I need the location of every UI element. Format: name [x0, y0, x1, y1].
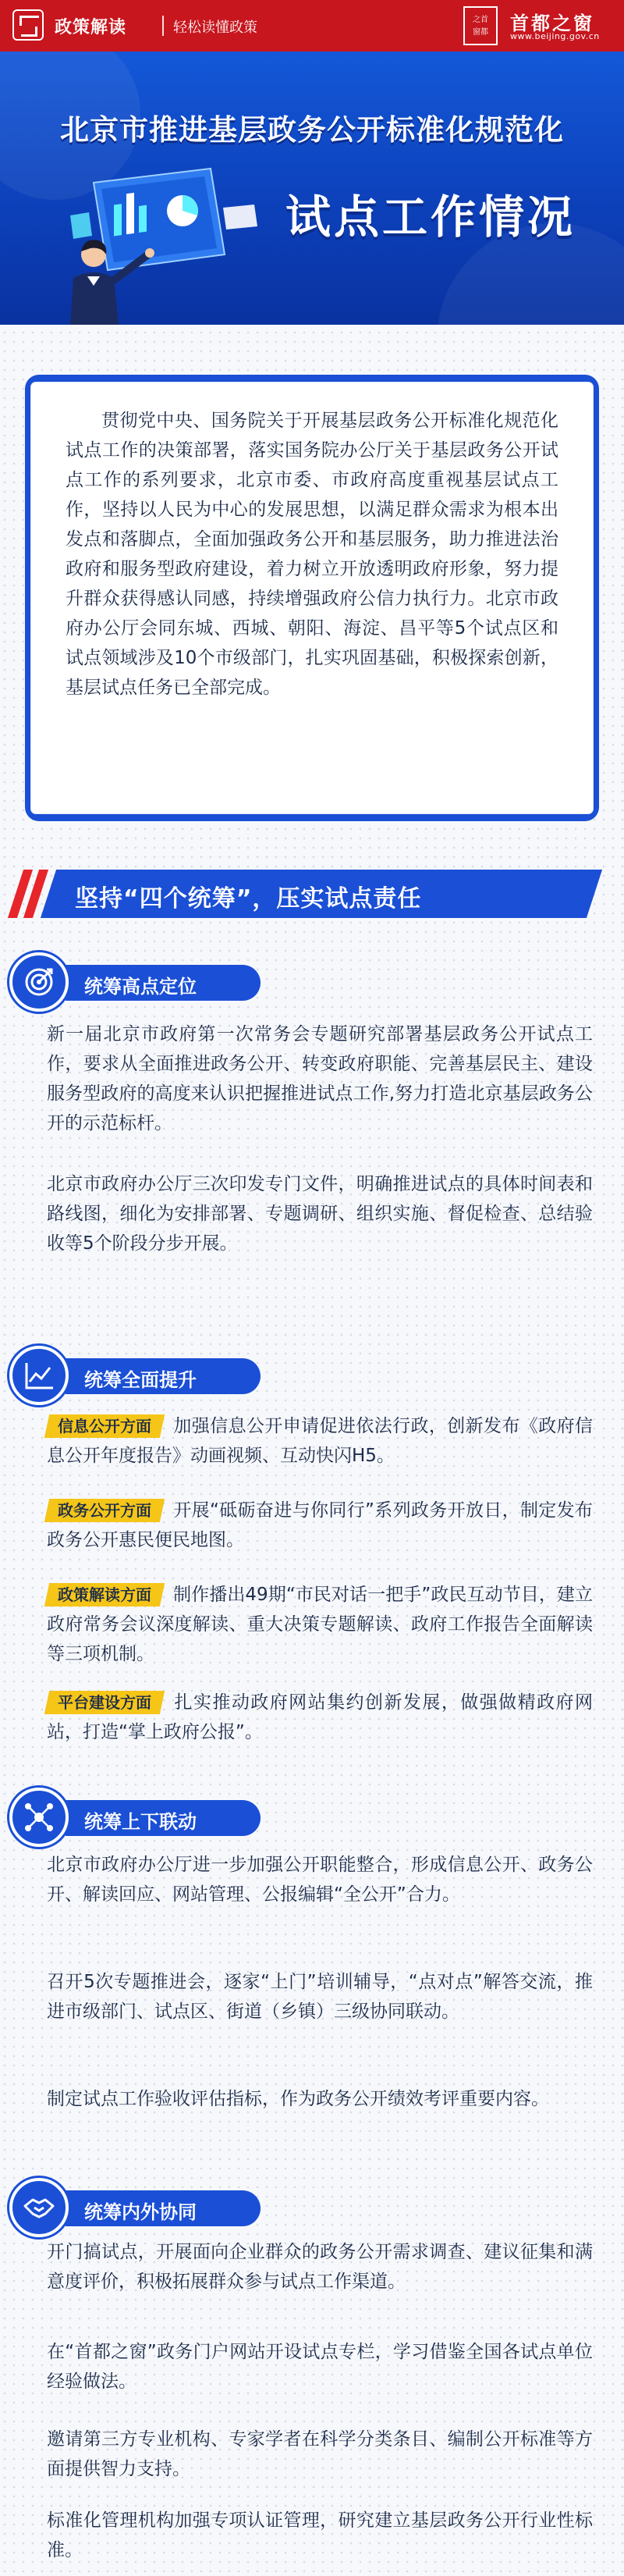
page-title: 北京市推进基层政务公开标准化规范化: [60, 113, 564, 147]
item-text: 制作播出49期“市民对话一把手”政民互动节目，建立政府常务会议深度解读、重大决策专题解读、政府工作报告全面解读等三项机制。: [47, 1585, 593, 1664]
list-item: [47, 1496, 593, 1555]
paragraph: 邀请第三方专业机构、专家学者在科学分类条目、编制公开标准等方面提供智力支持。: [47, 2429, 593, 2479]
divider: [162, 16, 164, 36]
item-text: 加强信息公开申请促进依法行政，创新发布《政府信息公开年度报告》动画视频、互动快闪H5。: [47, 1416, 593, 1466]
section-banner: [16, 870, 608, 918]
paragraph: 召开5次专题推进会，逐家“上门”培训辅导，“点对点”解答交流，推进市级部门、试点区、街道（乡镇）三级协同联动。: [47, 1972, 593, 2022]
subsection-title: 统筹内外协同: [84, 2201, 197, 2223]
category-tag: 政务公开方面: [44, 1499, 165, 1522]
paragraph: 标准化管理机构加强专项认证管理，研究建立基层政务公开行业性标准。: [47, 2510, 593, 2560]
analyst-dashboard-illustration-icon: [39, 161, 273, 325]
capital-window-seal-icon: [463, 6, 498, 45]
header-banner: [0, 52, 624, 325]
list-item: [47, 1688, 593, 1747]
paragraph: 开门搞试点，开展面向企业群众的政务公开需求调查、建议征集和满意度评价，积极拓展群众参与试点工作渠道。: [47, 2242, 593, 2292]
category-tag: 信息公开方面: [44, 1414, 165, 1438]
category-tag: 平台建设方面: [44, 1691, 165, 1714]
intro-text: 贯彻党中央、国务院关于开展基层政务公开标准化规范化试点工作的决策部署，落实国务院办公厅关于基层政务公开试点工作的系列要求，北京市委、市政府高度重视基层试点工作，坚持以人民为中心的发展思想，以满足群众需求为根本出发点和落脚点，全面加强政务公开和基层服务，助力推进法治政府和服务型政府建设，着力树立开放透明政府形象，努力提升群众获得感认同感，持续增强政府公信力执行力。北京市政府办公厅会同东城、西城、朝阳、海淀、昌平等5个试点区和试点领域涉及10个市级部门，扎实巩固基础，积极探索创新，基层试点任务已全部完成。: [31, 382, 593, 813]
subsection-title: 统筹全面提升: [84, 1369, 197, 1391]
top-bar: [0, 0, 624, 52]
subsection-title: 统筹上下联动: [84, 1811, 197, 1833]
site-url: www.beijing.gov.cn: [510, 31, 600, 41]
trend-chart-icon: [9, 1346, 69, 1405]
seal-text-bottom: 窗都: [473, 28, 488, 37]
category-tag: 政策解读方面: [44, 1583, 165, 1606]
section-title: 坚持“四个统筹”，压实试点责任: [75, 885, 422, 913]
handshake-icon: [9, 2178, 69, 2237]
paragraph: 北京市政府办公厅三次印发专门文件，明确推进试点的具体时间表和路线图，细化为安排部署、专题调研、组织实施、督促检查、总结验收等5个阶段分步开展。: [47, 1174, 593, 1254]
target-icon: [9, 952, 69, 1012]
site-name: 首都之窗: [510, 12, 594, 34]
column-subtitle: 轻松读懂政策: [173, 20, 257, 36]
seal-text-top: 之首: [473, 16, 488, 24]
paragraph: 新一届北京市政府第一次常务会专题研究部署基层政务公开试点工作，要求从全面推进政务公开、转变政府职能、完善基层民主、建设服务型政府的高度来认识把握推进试点工作,努力打造北京基层政务公开的示范标杆。: [47, 1024, 593, 1133]
item-text: 扎实推动政府网站集约创新发展，做强做精政府网站，打造“掌上政府公报”。: [47, 1692, 593, 1742]
subsection-title: 统筹高点定位: [84, 976, 197, 998]
paragraph: 北京市政府办公厅进一步加强公开职能整合，形成信息公开、政务公开、解读回应、网站管理、公报编辑“全公开”合力。: [47, 1855, 593, 1905]
paragraph: 制定试点工作验收评估指标，作为政务公开绩效考评重要内容。: [47, 2089, 549, 2109]
network-icon: [9, 1788, 69, 1847]
list-item: [47, 1411, 593, 1471]
policy-logo-icon: [12, 9, 44, 41]
item-text: 开展“砥砺奋进与你同行”系列政务开放日，制定发布政务公开惠民便民地图。: [47, 1500, 593, 1550]
list-item: [47, 1580, 593, 1669]
column-title: 政策解读: [55, 18, 127, 37]
paragraph: 在“首都之窗”政务门户网站开设试点专栏，学习借鉴全国各试点单位经验做法。: [47, 2342, 593, 2392]
page-title-highlight: 试点工作情况: [285, 190, 576, 244]
